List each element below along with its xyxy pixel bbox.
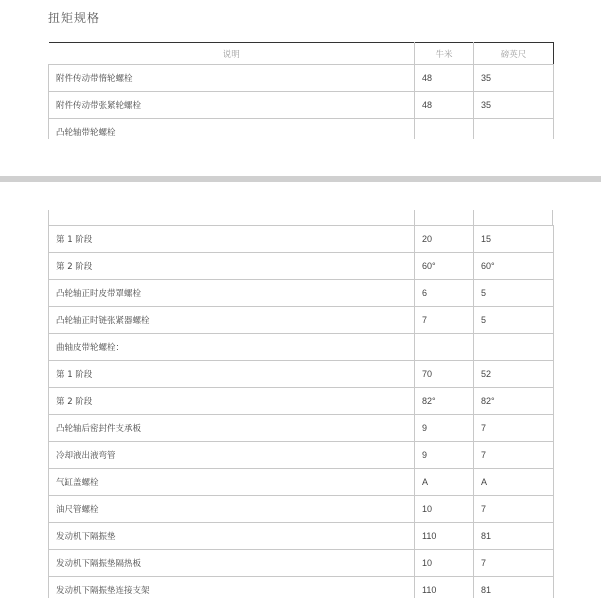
- cell-newton-meters: 7: [415, 307, 474, 334]
- cell-description: 发动机下隔振垫隔热板: [49, 550, 415, 577]
- cell-newton-meters: [415, 334, 474, 361]
- cell-description: 气缸盖螺栓: [49, 469, 415, 496]
- table-row: [49, 496, 554, 523]
- cell-pound-feet: 15: [474, 226, 554, 253]
- cell-description: 发动机下隔振垫: [49, 523, 415, 550]
- table-row: [49, 442, 554, 469]
- cell-pound-feet: [474, 334, 554, 361]
- torque-spec-table: [48, 42, 554, 139]
- table-row: [49, 334, 554, 361]
- cell-newton-meters: 60°: [415, 253, 474, 280]
- table-row: [49, 577, 554, 598]
- cell-newton-meters: 10: [415, 550, 474, 577]
- cell-pound-feet: 7: [474, 415, 554, 442]
- torque-spec-table-continued: [48, 225, 554, 598]
- cell-pound-feet: A: [474, 469, 554, 496]
- cell-newton-meters: A: [415, 469, 474, 496]
- table-row: [49, 92, 554, 119]
- cell-pound-feet: [474, 119, 554, 140]
- cell-description: 发动机下隔振垫连接支架: [49, 577, 415, 598]
- cell-description: 附件传动带张紧轮螺栓: [49, 92, 415, 119]
- column-header-description: 说明: [49, 43, 415, 65]
- cell-description: 凸轮轴正时链张紧器螺栓: [49, 307, 415, 334]
- cell-pound-feet: 7: [474, 496, 554, 523]
- cell-pound-feet: 82°: [474, 388, 554, 415]
- table-body-page2: [49, 226, 554, 598]
- cell-pound-feet: 5: [474, 280, 554, 307]
- cell-pound-feet: 81: [474, 577, 554, 598]
- table-row: [49, 550, 554, 577]
- table-row: [49, 469, 554, 496]
- cell-pound-feet: 81: [474, 523, 554, 550]
- cell-newton-meters: 9: [415, 442, 474, 469]
- cell-description: 油尺管螺栓: [49, 496, 415, 523]
- cell-newton-meters: 6: [415, 280, 474, 307]
- cell-description: 第 1 阶段: [49, 226, 415, 253]
- page-title: 扭矩规格: [48, 11, 101, 25]
- page-break-divider: [0, 176, 601, 182]
- cell-newton-meters: 70: [415, 361, 474, 388]
- column-header-newton-meters: 牛米: [415, 43, 474, 65]
- cell-pound-feet: 60°: [474, 253, 554, 280]
- table-row: [49, 226, 554, 253]
- table-row: [49, 415, 554, 442]
- cell-description: 凸轮轴正时皮带罩螺栓: [49, 280, 415, 307]
- cell-description: 冷却液出液弯管: [49, 442, 415, 469]
- cell-description: 凸轮轴后密封件支承板: [49, 415, 415, 442]
- cell-newton-meters: 82°: [415, 388, 474, 415]
- table-row: [49, 253, 554, 280]
- cell-description: 第 2 阶段: [49, 253, 415, 280]
- torque-table-page2-container: [48, 210, 554, 598]
- cell-newton-meters: [415, 119, 474, 140]
- cell-description: 曲轴皮带轮螺栓：: [49, 334, 415, 361]
- table-row: [49, 119, 554, 140]
- cell-pound-feet: 35: [474, 92, 554, 119]
- table-header-row: [49, 43, 554, 65]
- table-row: [49, 307, 554, 334]
- cell-newton-meters: 48: [415, 65, 474, 92]
- table-row: [49, 523, 554, 550]
- table-row: [49, 65, 554, 92]
- table-row: [49, 388, 554, 415]
- cell-pound-feet: 52: [474, 361, 554, 388]
- cell-description: 第 1 阶段: [49, 361, 415, 388]
- cell-newton-meters: 20: [415, 226, 474, 253]
- cell-description: 第 2 阶段: [49, 388, 415, 415]
- table-row: [49, 361, 554, 388]
- cell-pound-feet: 7: [474, 550, 554, 577]
- cell-pound-feet: 35: [474, 65, 554, 92]
- column-header-pound-feet: 磅英尺: [474, 43, 554, 65]
- cell-newton-meters: 9: [415, 415, 474, 442]
- table-continuation-stub: [48, 210, 553, 225]
- cell-pound-feet: 5: [474, 307, 554, 334]
- torque-table-page1-container: [48, 42, 554, 139]
- cell-pound-feet: 7: [474, 442, 554, 469]
- cell-newton-meters: 10: [415, 496, 474, 523]
- table-row: [49, 280, 554, 307]
- table-body-page1: [49, 65, 554, 140]
- cell-description: 附件传动带惰轮螺栓: [49, 65, 415, 92]
- cell-newton-meters: 110: [415, 523, 474, 550]
- cell-description: 凸轮轴带轮螺栓: [49, 119, 415, 140]
- cell-newton-meters: 48: [415, 92, 474, 119]
- cell-newton-meters: 110: [415, 577, 474, 598]
